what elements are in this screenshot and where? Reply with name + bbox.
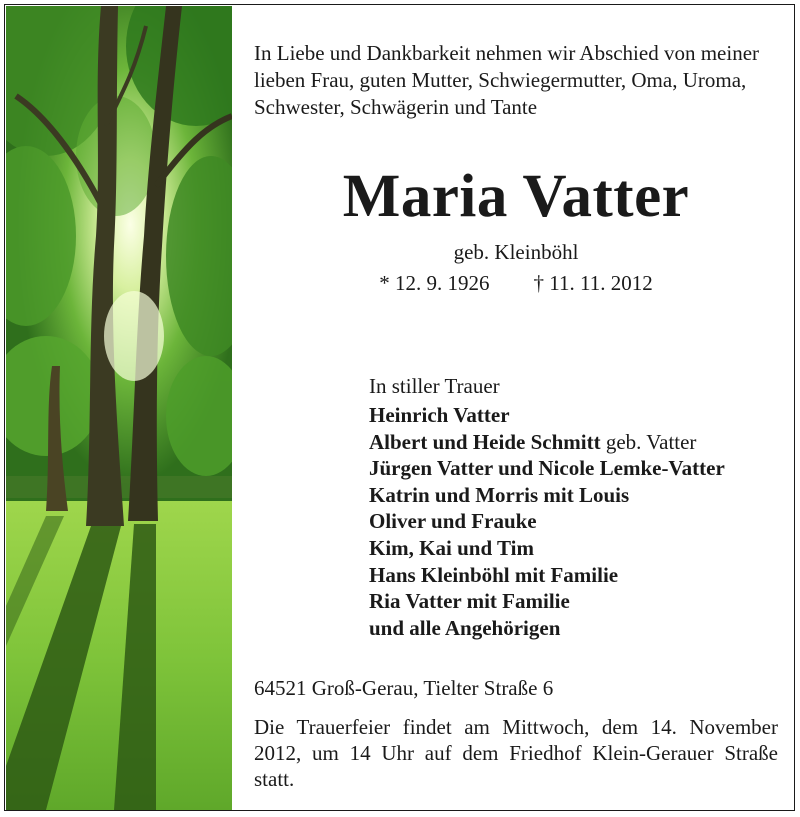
mourners-block: [369, 373, 789, 641]
mourner-item: Oliver und Frauke: [369, 509, 537, 534]
birth-name: geb. Kleinböhl: [453, 240, 579, 264]
birth-date: * 12. 9. 1926: [379, 271, 490, 295]
ceremony-info: Die Trauerfeier findet am Mittwoch, dem 14. November 2012, um 14 Uhr auf dem Friedhof Klein-Gerauer Straße statt.: [254, 715, 778, 791]
park-trees-photo: [6, 6, 232, 810]
address: 64521 Groß-Gerau, Tielter Straße 6: [254, 676, 554, 700]
mourner-item: Heinrich Vatter: [369, 403, 510, 427]
mourner-item: Hans Kleinböhl mit Familie: [369, 562, 619, 587]
mourner-list: [369, 402, 789, 641]
notice-text: [254, 40, 778, 791]
death-date: † 11. 11. 2012: [533, 271, 653, 295]
mourner-item: Jürgen Vatter und Nicole Lemke-Vatter: [369, 456, 725, 481]
mourner-item: Katrin und Morris mit Louis: [369, 482, 630, 507]
mourner-item: Albert und Heide Schmitt geb. Vatter: [369, 429, 697, 454]
life-dates: [254, 271, 778, 296]
mourner-item: und alle Angehörigen: [369, 615, 561, 640]
deceased-name: Maria Vatter: [342, 163, 690, 230]
intro-text: In Liebe und Dankbarkeit nehmen wir Abschied von meiner lieben Frau, guten Mutter, Schwiegermutter, Oma, Uroma, Schwester, Schwägerin und Tante: [254, 41, 760, 119]
mourner-item: Ria Vatter mit Familie: [369, 589, 570, 614]
mourning-lead: In stiller Trauer: [369, 374, 500, 398]
mourner-item: Kim, Kai und Tim: [369, 535, 534, 560]
